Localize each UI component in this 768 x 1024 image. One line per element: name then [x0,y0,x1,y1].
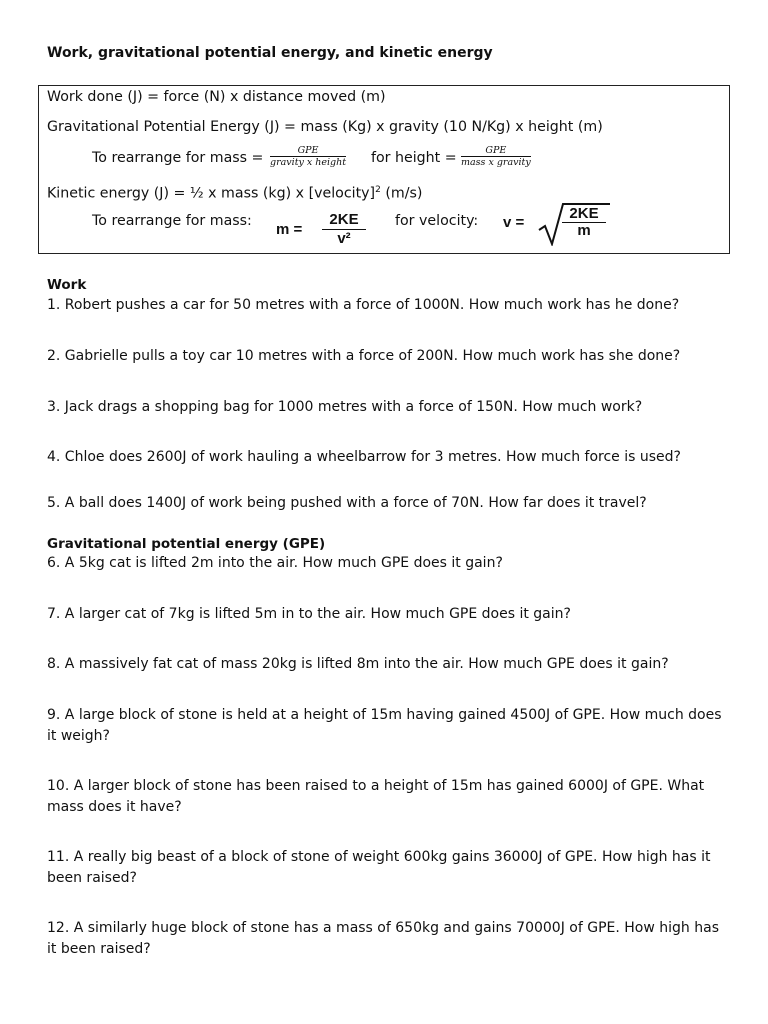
ke-formula-exponent: 2 [375,185,381,195]
mass-fraction-denominator: gravity x height [270,157,347,168]
work-question-2: 2. Gabrielle pulls a toy car 10 metres with a force of 200N. How much work has she done? [47,348,681,364]
mass-fraction-numerator: GPE [297,145,319,156]
rearrange-mass-label: To rearrange for mass = [92,150,264,166]
mass-fraction [270,145,346,168]
gpe-question-12: 12. A similarly huge block of stone has a mass of 650kg and gains 70000J of GPE. How high has it been raised? [47,920,719,957]
height-fraction-denominator: mass x gravity [461,157,531,168]
gpe-question-10: 10. A larger block of stone has been raised to a height of 15m has gained 6000J of GPE. What mass does it have? [47,778,705,815]
ke-velocity-numerator: 2KE [569,205,599,222]
gpe-question-8: 8. A massively fat cat of mass 20kg is lifted 8m into the air. How much GPE does it gain? [47,656,669,672]
ke-velocity-fraction [562,206,606,239]
ke-mass-denominator: v² [337,230,351,247]
gpe-formula: Gravitational Potential Energy (J) = mass (Kg) x gravity (10 N/Kg) x height (m) [47,119,603,135]
page-title: Work, gravitational potential energy, and kinetic energy [47,45,493,61]
ke-formula-units: (m/s) [380,185,423,202]
gpe-question-11: 11. A really big beast of a block of stone of weight 600kg gains 36000J of GPE. How high has it been raised? [47,849,711,886]
ke-rearrange-mass-label: To rearrange for mass: [92,213,252,229]
ke-formula [47,185,422,202]
ke-velocity-label: for velocity: [395,213,479,229]
height-fraction [461,145,531,168]
ke-mass-fraction [322,211,366,248]
gpe-question-9: 9. A large block of stone is held at a height of 15m having gained 4500J of GPE. How much does it weigh? [47,707,722,744]
gpe-question-7: 7. A larger cat of 7kg is lifted 5m in to the air. How much GPE does it gain? [47,606,571,622]
work-question-5: 5. A ball does 1400J of work being pushed with a force of 70N. How far does it travel? [47,495,647,511]
ke-m-equals: m = [276,221,303,238]
height-fraction-numerator: GPE [485,145,507,156]
gpe-heading: Gravitational potential energy (GPE) [47,536,326,552]
ke-v-equals: v = [503,214,525,231]
work-question-4: 4. Chloe does 2600J of work hauling a wheelbarrow for 3 metres. How much force is used? [47,449,681,465]
gpe-question-6: 6. A 5kg cat is lifted 2m into the air. How much GPE does it gain? [47,555,503,571]
ke-velocity-denominator: m [577,222,591,239]
ke-formula-main: Kinetic energy (J) = ½ x mass (kg) x [velocity] [47,185,376,202]
work-question-3: 3. Jack drags a shopping bag for 1000 metres with a force of 150N. How much work? [47,399,643,415]
rearrange-height-label: for height = [371,150,457,166]
ke-mass-numerator: 2KE [329,211,359,228]
work-heading: Work [47,277,87,293]
work-formula: Work done (J) = force (N) x distance moved (m) [47,89,386,105]
work-question-1: 1. Robert pushes a car for 50 metres with a force of 1000N. How much work has he done? [47,297,680,313]
